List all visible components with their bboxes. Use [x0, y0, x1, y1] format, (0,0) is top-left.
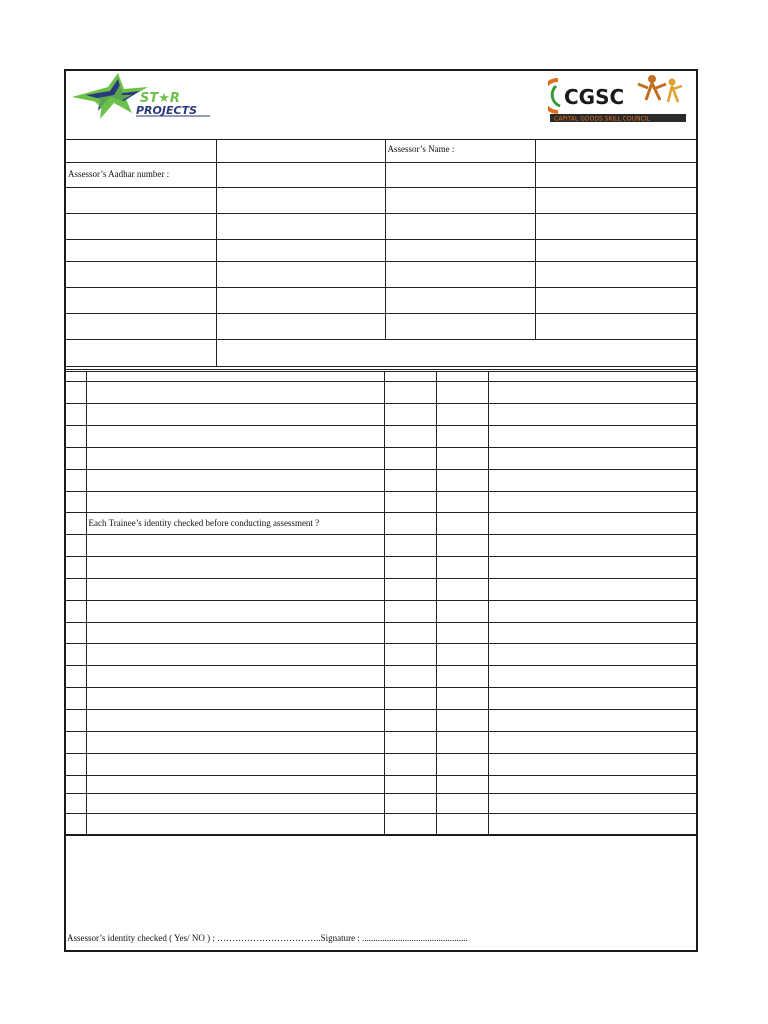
- assessor-aadhar-label: Assessor’s Aadhar number :: [66, 162, 216, 187]
- checklist-sno-cell[interactable]: [66, 754, 86, 776]
- info-row: [66, 261, 696, 287]
- checklist-no-cell[interactable]: [436, 666, 488, 688]
- checklist-no-cell[interactable]: [436, 448, 488, 470]
- checklist-item-cell[interactable]: [86, 382, 384, 404]
- checklist-row: [66, 794, 696, 814]
- info-cell[interactable]: [535, 287, 696, 313]
- checklist-table: [66, 369, 696, 836]
- checklist-no-cell[interactable]: [436, 492, 488, 513]
- checklist-remarks-cell[interactable]: [488, 579, 696, 601]
- star-projects-logo: [70, 73, 215, 123]
- checklist-row: [66, 732, 696, 754]
- cgsc-logo: [548, 72, 688, 124]
- checklist-remarks-cell[interactable]: [488, 666, 696, 688]
- checklist-no-cell[interactable]: [436, 404, 488, 426]
- checklist-item-cell[interactable]: [86, 426, 384, 448]
- checklist-sno-cell[interactable]: [66, 470, 86, 492]
- checklist-row: [66, 644, 696, 666]
- checklist-yes-cell[interactable]: [384, 470, 436, 492]
- info-cell[interactable]: [66, 187, 216, 213]
- checklist-yes-cell[interactable]: [384, 382, 436, 404]
- checklist-no-cell[interactable]: [436, 535, 488, 557]
- checklist-item-cell[interactable]: [86, 644, 384, 666]
- checklist-item-cell[interactable]: [86, 814, 384, 835]
- info-cell[interactable]: [216, 313, 385, 339]
- info-row: [66, 287, 696, 313]
- checklist-remarks-cell[interactable]: [488, 754, 696, 776]
- checklist-remarks-cell[interactable]: [488, 513, 696, 535]
- checklist-item-cell[interactable]: [86, 579, 384, 601]
- checklist-no-cell[interactable]: [436, 794, 488, 814]
- checklist-yes-cell[interactable]: [384, 710, 436, 732]
- checklist-item-cell[interactable]: [86, 601, 384, 623]
- checklist-yes-cell[interactable]: [384, 623, 436, 644]
- checklist-yes-cell[interactable]: [384, 535, 436, 557]
- checklist-yes-cell[interactable]: [384, 644, 436, 666]
- checklist-sno-cell[interactable]: [66, 535, 86, 557]
- checklist-yes-cell[interactable]: [384, 448, 436, 470]
- info-cell[interactable]: [535, 213, 696, 239]
- checklist-no-cell[interactable]: [436, 382, 488, 404]
- checklist-item-cell[interactable]: [86, 492, 384, 513]
- checklist-sno-cell[interactable]: [66, 794, 86, 814]
- info-row: [66, 162, 696, 187]
- info-cell[interactable]: [385, 261, 535, 287]
- cgsc-logo-text: CGSC: [564, 85, 625, 109]
- assessor-name-field[interactable]: [535, 139, 696, 162]
- info-cell[interactable]: [66, 339, 216, 366]
- checklist-sno-cell[interactable]: [66, 448, 86, 470]
- checklist-sno-cell[interactable]: [66, 732, 86, 754]
- checklist-no-cell[interactable]: [436, 688, 488, 710]
- checklist-no-cell[interactable]: [436, 470, 488, 492]
- checklist-item-cell[interactable]: [86, 794, 384, 814]
- checklist-yes-cell[interactable]: [384, 666, 436, 688]
- checklist-item-cell[interactable]: [86, 732, 384, 754]
- checklist-row: [66, 776, 696, 794]
- checklist-sno-cell[interactable]: [66, 404, 86, 426]
- checklist-row: [66, 513, 696, 535]
- checklist-item-cell[interactable]: [86, 371, 384, 382]
- checklist-yes-cell[interactable]: [384, 513, 436, 535]
- checklist-remarks-cell[interactable]: [488, 776, 696, 794]
- checklist-sno-cell[interactable]: [66, 426, 86, 448]
- checklist-remarks-cell[interactable]: [488, 426, 696, 448]
- form-header: [66, 71, 696, 140]
- checklist-no-cell[interactable]: [436, 814, 488, 835]
- checklist-no-cell[interactable]: [436, 732, 488, 754]
- info-cell[interactable]: [385, 187, 535, 213]
- checklist-no-cell[interactable]: [436, 557, 488, 579]
- checklist-remarks-cell[interactable]: [488, 382, 696, 404]
- checklist-yes-cell[interactable]: [384, 754, 436, 776]
- checklist-row: [66, 579, 696, 601]
- info-row: [66, 213, 696, 239]
- checklist-no-cell[interactable]: [436, 623, 488, 644]
- checklist-no-cell[interactable]: [436, 371, 488, 382]
- info-cell[interactable]: [216, 213, 385, 239]
- checklist-row: [66, 535, 696, 557]
- checklist-item-cell[interactable]: [86, 557, 384, 579]
- checklist-row: [66, 371, 696, 382]
- checklist-remarks-cell[interactable]: [488, 644, 696, 666]
- info-cell[interactable]: [535, 162, 696, 187]
- checklist-item-cell[interactable]: [86, 688, 384, 710]
- checklist-sno-cell[interactable]: [66, 666, 86, 688]
- checklist-remarks-cell[interactable]: [488, 557, 696, 579]
- info-wide-cell[interactable]: [216, 339, 696, 366]
- star-logo-text: ST★R: [140, 91, 180, 106]
- checklist-no-cell[interactable]: [436, 579, 488, 601]
- checklist-remarks-cell[interactable]: [488, 623, 696, 644]
- checklist-yes-cell[interactable]: [384, 688, 436, 710]
- checklist-row: [66, 382, 696, 404]
- checklist-remarks-cell[interactable]: [488, 470, 696, 492]
- checklist-item-cell[interactable]: [86, 666, 384, 688]
- checklist-yes-cell[interactable]: [384, 732, 436, 754]
- info-cell[interactable]: [66, 261, 216, 287]
- info-cell[interactable]: [216, 187, 385, 213]
- checklist-sno-cell[interactable]: [66, 601, 86, 623]
- trainee-identity-check-question: Each Trainee’s identity checked before conducting assessment ?: [86, 513, 384, 535]
- checklist-row: [66, 623, 696, 644]
- checklist-no-cell[interactable]: [436, 513, 488, 535]
- checklist-row: [66, 426, 696, 448]
- info-cell[interactable]: [216, 261, 385, 287]
- checklist-yes-cell[interactable]: [384, 404, 436, 426]
- info-cell[interactable]: [66, 313, 216, 339]
- info-cell[interactable]: [66, 213, 216, 239]
- assessment-form: [64, 69, 698, 952]
- checklist-sno-cell[interactable]: [66, 492, 86, 513]
- checklist-sno-cell[interactable]: [66, 814, 86, 835]
- checklist-item-cell[interactable]: [86, 623, 384, 644]
- info-cell[interactable]: [385, 239, 535, 261]
- svg-text:PROJECTS: PROJECTS: [136, 104, 197, 117]
- checklist-item-cell[interactable]: [86, 404, 384, 426]
- checklist-row: [66, 814, 696, 835]
- checklist-yes-cell[interactable]: [384, 492, 436, 513]
- checklist-row: [66, 470, 696, 492]
- checklist-yes-cell[interactable]: [384, 814, 436, 835]
- checklist-item-cell[interactable]: [86, 754, 384, 776]
- info-cell[interactable]: [66, 239, 216, 261]
- checklist-no-cell[interactable]: [436, 601, 488, 623]
- checklist-row: [66, 404, 696, 426]
- info-row: [66, 239, 696, 261]
- checklist-no-cell[interactable]: [436, 644, 488, 666]
- checklist-row: [66, 492, 696, 513]
- checklist-sno-cell[interactable]: [66, 710, 86, 732]
- info-cell[interactable]: [535, 261, 696, 287]
- info-cell[interactable]: [385, 162, 535, 187]
- cgsc-tagline: CAPITAL GOODS SKILL COUNCIL: [554, 115, 650, 123]
- checklist-item-cell[interactable]: [86, 710, 384, 732]
- checklist-item-cell[interactable]: [86, 776, 384, 794]
- info-row: [66, 139, 696, 162]
- assessor-aadhar-field[interactable]: [216, 162, 385, 187]
- info-cell[interactable]: [216, 239, 385, 261]
- checklist-row: [66, 557, 696, 579]
- checklist-row: [66, 666, 696, 688]
- checklist-remarks-cell[interactable]: [488, 688, 696, 710]
- checklist-no-cell[interactable]: [436, 754, 488, 776]
- checklist-row: [66, 754, 696, 776]
- checklist-sno-cell[interactable]: [66, 579, 86, 601]
- checklist-yes-cell[interactable]: [384, 371, 436, 382]
- checklist-remarks-cell[interactable]: [488, 814, 696, 835]
- checklist-sno-cell[interactable]: [66, 623, 86, 644]
- checklist-remarks-cell[interactable]: [488, 535, 696, 557]
- checklist-item-cell[interactable]: [86, 448, 384, 470]
- checklist-no-cell[interactable]: [436, 426, 488, 448]
- checklist-remarks-cell[interactable]: [488, 794, 696, 814]
- info-cell[interactable]: [216, 139, 385, 162]
- checklist-remarks-cell[interactable]: [488, 492, 696, 513]
- info-cell[interactable]: [385, 287, 535, 313]
- checklist-row: [66, 448, 696, 470]
- checklist-remarks-cell[interactable]: [488, 371, 696, 382]
- checklist-row: [66, 688, 696, 710]
- info-cell[interactable]: [535, 187, 696, 213]
- checklist-item-cell[interactable]: [86, 470, 384, 492]
- assessor-info-table: [66, 139, 696, 367]
- checklist-item-cell[interactable]: [86, 535, 384, 557]
- checklist-remarks-cell[interactable]: [488, 404, 696, 426]
- info-row: [66, 313, 696, 339]
- info-cell[interactable]: [535, 313, 696, 339]
- checklist-sno-cell[interactable]: [66, 371, 86, 382]
- checklist-yes-cell[interactable]: [384, 776, 436, 794]
- checklist-remarks-cell[interactable]: [488, 710, 696, 732]
- checklist-no-cell[interactable]: [436, 776, 488, 794]
- info-row: [66, 339, 696, 366]
- checklist-sno-cell[interactable]: [66, 688, 86, 710]
- info-cell[interactable]: [385, 313, 535, 339]
- checklist-remarks-cell[interactable]: [488, 601, 696, 623]
- info-cell[interactable]: [216, 287, 385, 313]
- checklist-yes-cell[interactable]: [384, 557, 436, 579]
- checklist-sno-cell[interactable]: [66, 776, 86, 794]
- info-cell[interactable]: [66, 139, 216, 162]
- info-cell[interactable]: [66, 287, 216, 313]
- assessor-name-label: Assessor’s Name :: [385, 139, 535, 162]
- checklist-yes-cell[interactable]: [384, 794, 436, 814]
- checklist-yes-cell[interactable]: [384, 579, 436, 601]
- checklist-yes-cell[interactable]: [384, 426, 436, 448]
- checklist-remarks-cell[interactable]: [488, 448, 696, 470]
- checklist-yes-cell[interactable]: [384, 601, 436, 623]
- checklist-sno-cell[interactable]: [66, 382, 86, 404]
- checklist-sno-cell[interactable]: [66, 557, 86, 579]
- assessor-identity-signature-line: Assessor’s identity checked ( Yes/ NO ) : ……………………………..Signature : ...............................................: [67, 933, 468, 943]
- checklist-row: [66, 710, 696, 732]
- checklist-row: [66, 601, 696, 623]
- info-cell[interactable]: [385, 213, 535, 239]
- info-cell[interactable]: [535, 239, 696, 261]
- checklist-remarks-cell[interactable]: [488, 732, 696, 754]
- checklist-no-cell[interactable]: [436, 710, 488, 732]
- info-row: [66, 187, 696, 213]
- checklist-sno-cell[interactable]: [66, 513, 86, 535]
- checklist-sno-cell[interactable]: [66, 644, 86, 666]
